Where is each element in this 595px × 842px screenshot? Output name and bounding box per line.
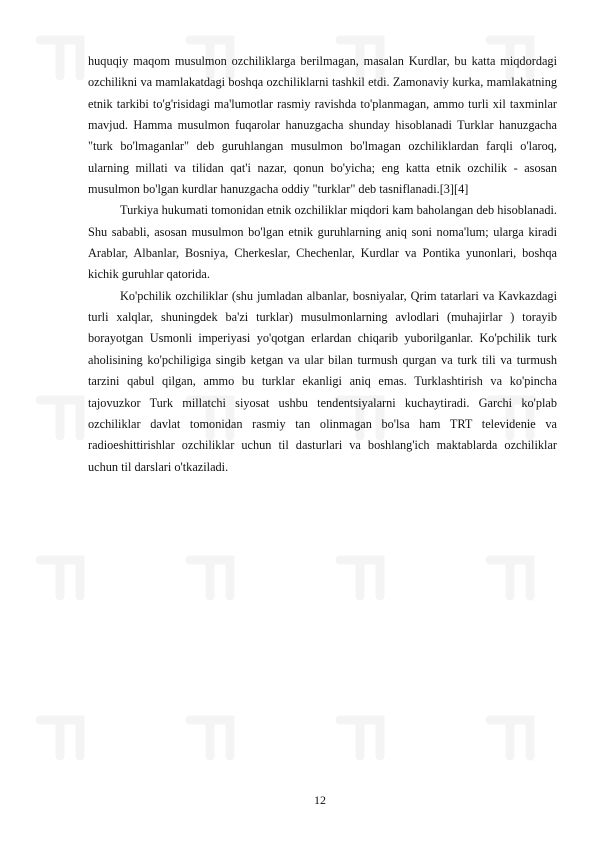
paragraph-1: huquqiy maqom musulmon ozchiliklarga berilmagan, masalan Kurdlar, bu katta miqdordagi ozchilikni va mamlakatdagi boshqa ozchiliklarni tashkil etdi. Zamonaviy kurka, mamlakatning etnik tarkibi to'g'risidagi ma'lumotlar rasmiy ravishda to'planmagan, ammo turli xil taxminlar mavjud. Hamma musulmon fuqarolar hanuzgacha shunday hisoblanadi Turklar hanuzgacha "turk bo'lmaganlar" deb guruhlangan musulmon bo'lmagan ozchiliklardan farqli o'laroq, ularning millati va tilidan qat'i nazar, qonun bo'yicha; eng katta etnik ozchilik - asosan musulmon bo'lgan kurdlar hanuzgacha oddiy "turklar" deb tasniflanadi.[3][4] [88, 54, 557, 197]
paragraph-3: Ko'pchilik ozchiliklar (shu jumladan albanlar, bosniyalar, Qrim tatarlari va Kavkazdagi turli xalqlar, shuningdek ba'zi turklar) musulmonlarning avlodlari (muhajirlar ) torayib borayotgan Usmonli imperiyasi yo'qotgan erlardan chiqarib yuborilganlar. Ko'pchilik turk aholisining ko'pchiligiga singib ketgan va ular bilan turmush qurgan va turk tili va turmush tarzini qabul qilgan, ammo bu turklar ekanligi aniq emas. Turklashtirish va ko'pincha tajovuzkor Turk millatchi siyosat ushbu tendentsiyalarni kuchaytiradi. Garchi ko'plab ozchiliklar davlat tomonidan rasmiy tan olinmagan bo'lsa ham TRT televidenie va radioeshittirishlar ozchiliklar uchun til dasturlari va boshlang'ich maktablarda ozchiliklar uchun til darslari o'tkaziladi. [88, 288, 557, 474]
document-body [88, 51, 557, 478]
paragraph-2: Turkiya hukumati tomonidan etnik ozchiliklar miqdori kam baholangan deb hisoblanadi. Shu sababli, asosan musulmon bo'lgan etnik guruhlarning aniq soni noma'lum; ularga kiradi Arablar, Albanlar, Bosniya, Cherkeslar, Chechenlar, Kurdlar va Pontika yunonlari, boshqa kichik guruhlar qatorida. [88, 203, 557, 282]
page-number: 12 [314, 793, 326, 807]
